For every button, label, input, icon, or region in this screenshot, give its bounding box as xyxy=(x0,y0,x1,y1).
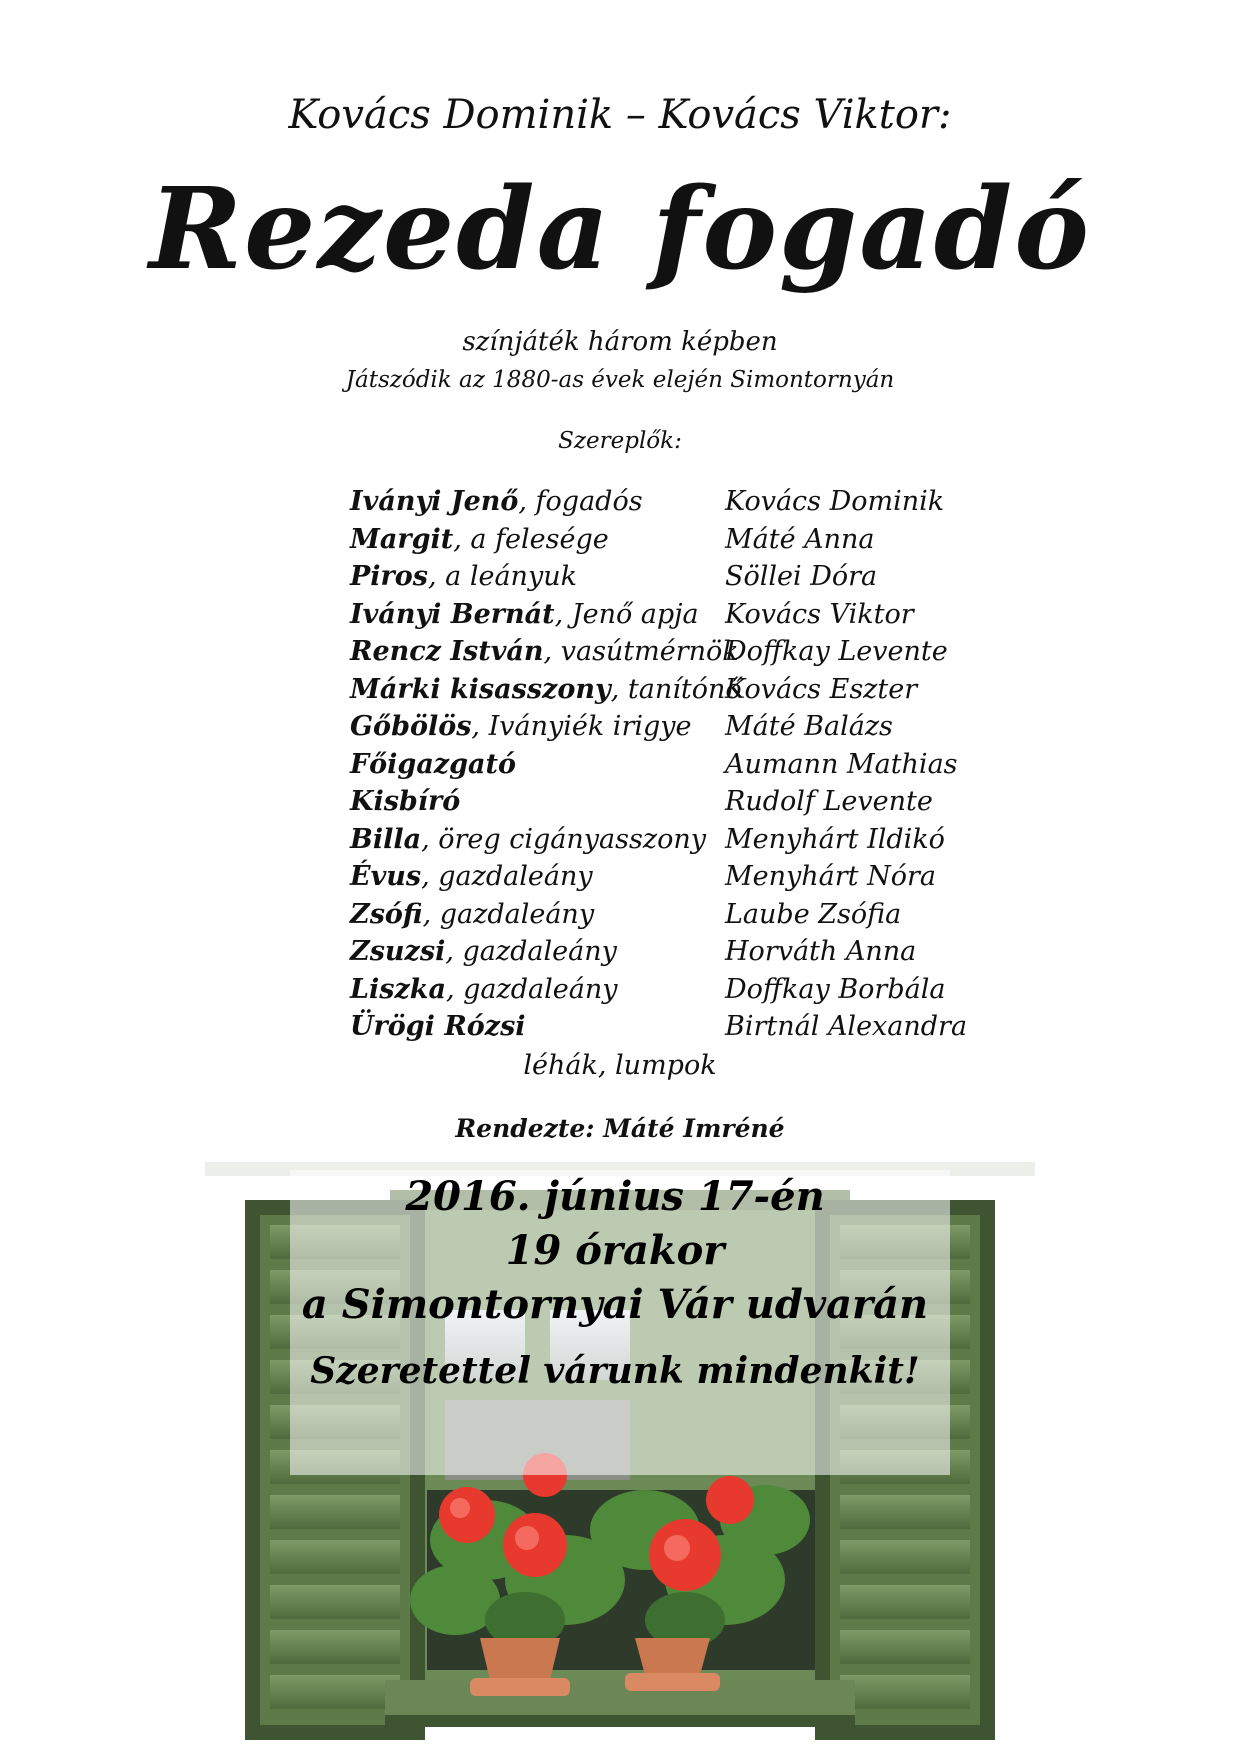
subtitle: színjáték három képben xyxy=(462,327,778,357)
character-name: Zsuzsi xyxy=(350,936,446,968)
shutter-slat xyxy=(270,1540,400,1574)
cast-role xyxy=(350,524,725,555)
cast-role xyxy=(350,486,725,517)
extras-line: léhák, lumpok xyxy=(523,1050,717,1081)
cast-row xyxy=(350,971,970,1009)
actor-name: Söllei Dóra xyxy=(725,561,878,593)
actor-name: Kovács Viktor xyxy=(725,598,914,630)
cast-row xyxy=(350,558,970,596)
character-description: , vasútmérnök xyxy=(543,636,739,668)
actor-name: Horváth Anna xyxy=(725,936,917,968)
shutter-slat xyxy=(840,1540,970,1574)
character-description: , gazdaleány xyxy=(422,898,595,930)
cast-role xyxy=(350,824,725,855)
character-description: , Jenő apja xyxy=(554,598,699,630)
character-description: , gazdaleány xyxy=(421,861,593,893)
actor-name: Doffkay Borbála xyxy=(725,973,946,1005)
character-description: , fogadós xyxy=(518,486,643,518)
shutter-slat xyxy=(840,1630,970,1664)
cast-row xyxy=(350,671,970,709)
cast-row xyxy=(350,896,970,934)
character-name: Margit xyxy=(350,523,454,555)
actor-name: Kovács Dominik xyxy=(725,486,945,518)
character-name: Gőbölös xyxy=(350,711,472,743)
character-name: Liszka xyxy=(350,973,446,1005)
cast-row xyxy=(350,783,970,821)
authors: Kovács Dominik – Kovács Viktor: xyxy=(288,92,952,138)
shutter-slat xyxy=(270,1495,400,1529)
invitation-line: Szeretettel várunk mindenkit! xyxy=(310,1350,920,1392)
character-name: Kisbíró xyxy=(350,786,461,818)
cast-row xyxy=(350,746,970,784)
character-name: Billa xyxy=(350,823,422,855)
shutter-slat xyxy=(840,1675,970,1709)
cast-row xyxy=(350,858,970,896)
character-description: , a leányuk xyxy=(428,561,577,593)
cast-row xyxy=(350,633,970,671)
character-name: Rencz István xyxy=(350,636,544,668)
actor-name: Máté Balázs xyxy=(725,711,893,743)
character-name: Iványi Jenő xyxy=(350,486,519,518)
shutter-slat xyxy=(840,1495,970,1529)
cast-role xyxy=(350,974,725,1005)
shutter-slat xyxy=(270,1585,400,1619)
cast-heading: Szereplők: xyxy=(558,428,682,454)
actor-name: Menyhárt Nóra xyxy=(725,861,936,893)
setting-line: Játszódik az 1880-as évek elején Simontornyán xyxy=(345,367,895,393)
event-info xyxy=(295,1170,935,1392)
actor-name: Laube Zsófia xyxy=(725,898,902,930)
cast-role xyxy=(350,786,725,817)
actor-name: Máté Anna xyxy=(725,523,875,555)
cast-role xyxy=(350,636,739,668)
event-time: 19 órakor xyxy=(505,1227,725,1274)
cast-row xyxy=(350,933,970,971)
cast-role xyxy=(350,561,725,592)
character-description: , gazdaleány xyxy=(445,973,618,1005)
actor-name: Kovács Eszter xyxy=(725,673,918,705)
cast-role xyxy=(350,899,725,930)
cast-role xyxy=(350,749,725,780)
character-description: , a felesége xyxy=(453,523,609,555)
character-name: Piros xyxy=(350,561,428,593)
shutter-slat xyxy=(270,1630,400,1664)
cast-role xyxy=(350,936,725,967)
cast-row xyxy=(350,821,970,859)
event-date: 2016. június 17-én xyxy=(405,1173,825,1220)
cast-row xyxy=(350,596,970,634)
cast-role xyxy=(350,711,725,742)
cast-row xyxy=(350,1008,970,1046)
cast-role xyxy=(350,1011,725,1042)
cast-row xyxy=(350,483,970,521)
cast-role xyxy=(350,861,725,892)
actor-name: Birtnál Alexandra xyxy=(725,1011,968,1043)
event-place: a Simontornyai Vár udvarán xyxy=(301,1281,929,1328)
actor-name: Aumann Mathias xyxy=(725,748,958,780)
shutter-slat xyxy=(270,1675,400,1709)
character-name: Zsófi xyxy=(350,898,423,930)
actor-name: Menyhárt Ildikó xyxy=(725,823,945,855)
cast-list xyxy=(350,483,970,1046)
character-name: Iványi Bernát xyxy=(350,598,555,630)
character-name: Ürögi Rózsi xyxy=(350,1011,526,1043)
cast-row xyxy=(350,521,970,559)
actor-name: Doffkay Levente xyxy=(725,636,948,668)
cast-role xyxy=(350,599,725,630)
play-title: Rezeda fogadó xyxy=(149,164,1091,295)
cast-role xyxy=(350,673,742,705)
character-description: , gazdaleány xyxy=(445,936,617,968)
character-name: Főigazgató xyxy=(350,748,516,780)
shutter-slat xyxy=(840,1585,970,1619)
character-name: Márki kisasszony xyxy=(350,673,611,705)
character-description: , Iványiék irigye xyxy=(471,711,692,743)
character-description: , öreg cigányasszony xyxy=(421,823,706,855)
character-name: Évus xyxy=(350,861,422,893)
character-description: , tanítónő xyxy=(610,673,742,705)
director-line: Rendezte: Máté Imréné xyxy=(455,1114,785,1143)
actor-name: Rudolf Levente xyxy=(725,786,933,818)
cast-row xyxy=(350,708,970,746)
